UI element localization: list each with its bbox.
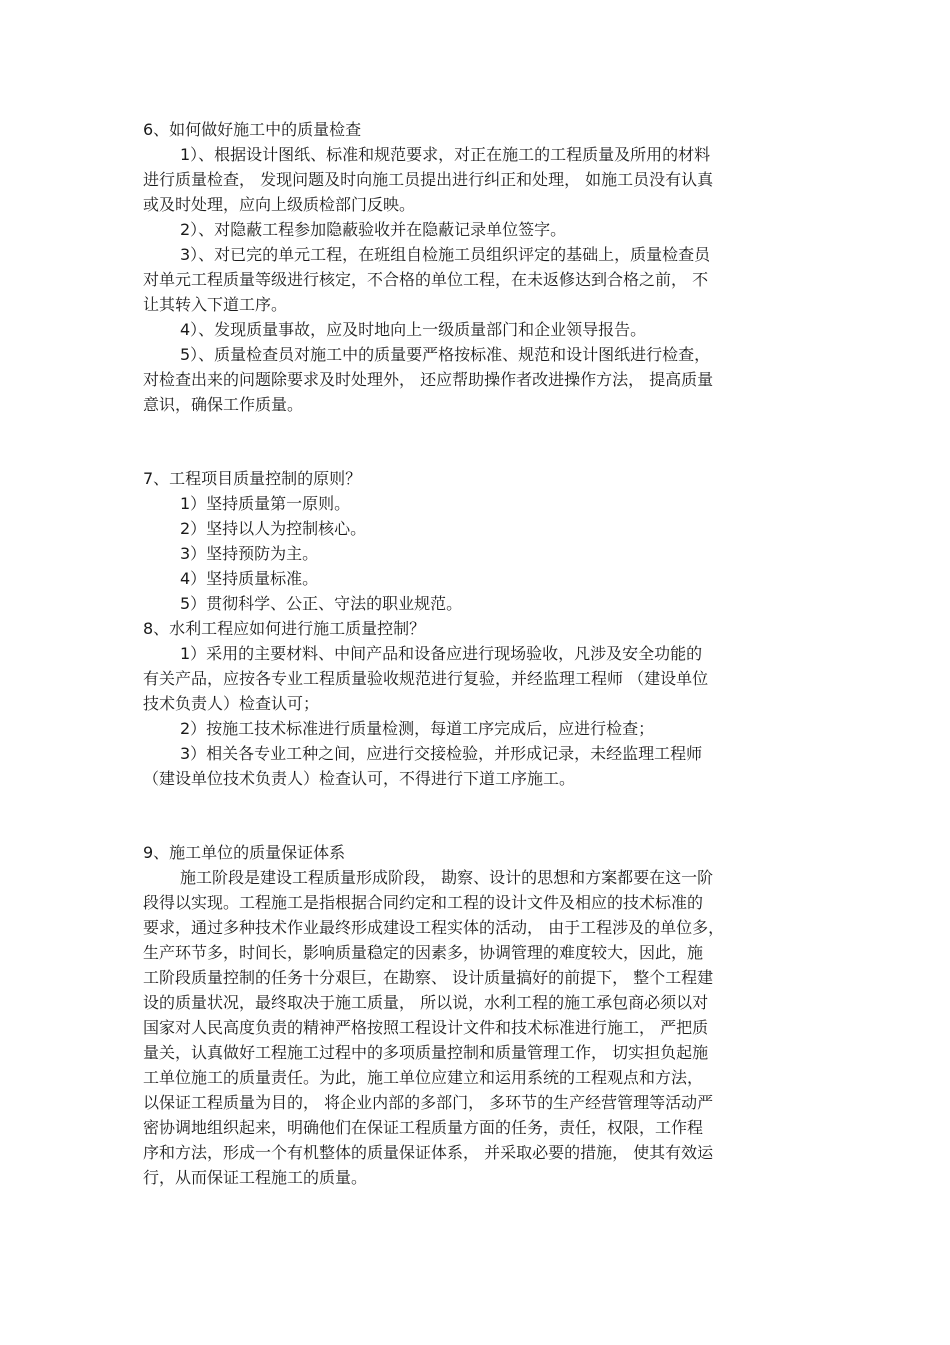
paragraph-line: 工阶段质量控制的任务十分艰巨，在勘察、 设计质量搞好的前提下， 整个工程建 [143,968,714,987]
heading-section-9: 9、施工单位的质量保证体系 [143,843,346,862]
paragraph-line: 2）、对隐蔽工程参加隐蔽验收并在隐蔽记录单位签字。 [180,220,567,239]
paragraph-line: 密协调地组织起来，明确他们在保证工程质量方面的任务，责任，权限，工作程 [143,1118,704,1137]
paragraph-line: 设的质量状况，最终取决于施工质量， 所以说，水利工程的施工承包商必须以对 [143,993,709,1012]
list-item: 5）贯彻科学、公正、守法的职业规范。 [180,594,463,613]
paragraph-line: 进行质量检查， 发现问题及时向施工员提出进行纠正和处理， 如施工员没有认真 [143,170,714,189]
paragraph-line: 对检查出来的问题除要求及时处理外， 还应帮助操作者改进操作方法， 提高质量 [143,370,714,389]
list-item: 2）坚持以人为控制核心。 [180,519,367,538]
paragraph-line: 生产环节多，时间长，影响质量稳定的因素多，协调管理的难度较大，因此，施 [143,943,704,962]
list-item: 3）坚持预防为主。 [180,544,319,563]
paragraph-line: 技术负责人）检查认可； [143,694,320,713]
paragraph-line: （建设单位技术负责人）检查认可，不得进行下道工序施工。 [143,769,576,788]
paragraph-line: 2）按施工技术标准进行质量检测，每道工序完成后，应进行检查； [180,719,655,738]
paragraph-line: 5）、质量检查员对施工中的质量要严格按标准、规范和设计图纸进行检查， [180,345,711,364]
paragraph-line: 4）、发现质量事故，应及时地向上一级质量部门和企业领导报告。 [180,320,647,339]
paragraph-line: 1）采用的主要材料、中间产品和设备应进行现场验收，凡涉及安全功能的 [180,644,703,663]
paragraph-line: 量关，认真做好工程施工过程中的多项质量控制和质量管理工作， 切实担负起施 [143,1043,709,1062]
heading-section-8: 8、水利工程应如何进行施工质量控制？ [143,619,426,638]
paragraph-line: 有关产品，应按各专业工程质量验收规范进行复验，并经监理工程师 （建设单位 [143,669,709,688]
paragraph-line: 对单元工程质量等级进行核定，不合格的单位工程，在未返修达到合格之前， 不 [143,270,709,289]
paragraph-line: 以保证工程质量为目的， 将企业内部的多部门， 多环节的生产经营管理等活动严 [143,1093,714,1112]
heading-section-6: 6、如何做好施工中的质量检查 [143,120,362,139]
paragraph-line: 意识，确保工作质量。 [143,395,304,414]
paragraph-line: 要求，通过多种技术作业最终形成建设工程实体的活动， 由于工程涉及的单位多， [143,918,725,937]
paragraph-line: 行，从而保证工程施工的质量。 [143,1168,368,1187]
paragraph-line: 1）、根据设计图纸、标准和规范要求，对正在施工的工程质量及所用的材料 [180,145,711,164]
paragraph-line: 序和方法，形成一个有机整体的质量保证体系， 并采取必要的措施， 使其有效运 [143,1143,714,1162]
heading-section-7: 7、工程项目质量控制的原则？ [143,469,362,488]
paragraph-line: 3）、对已完的单元工程，在班组自检施工员组织评定的基础上，质量检查员 [180,245,711,264]
paragraph-line: 工单位施工的质量责任。为此，施工单位应建立和运用系统的工程观点和方法， [143,1068,704,1087]
paragraph-line: 国家对人民高度负责的精神严格按照工程设计文件和技术标准进行施工， 严把质 [143,1018,709,1037]
paragraph-line: 或及时处理，应向上级质检部门反映。 [143,195,416,214]
paragraph-line: 3）相关各专业工种之间，应进行交接检验，并形成记录，未经监理工程师 [180,744,703,763]
list-item: 4）坚持质量标准。 [180,569,319,588]
paragraph-line: 让其转入下道工序。 [143,295,288,314]
paragraph-line: 施工阶段是建设工程质量形成阶段， 勘察、设计的思想和方案都要在这一阶 [180,868,714,887]
paragraph-line: 段得以实现。工程施工是指根据合同约定和工程的设计文件及相应的技术标准的 [143,893,704,912]
list-item: 1）坚持质量第一原则。 [180,494,351,513]
